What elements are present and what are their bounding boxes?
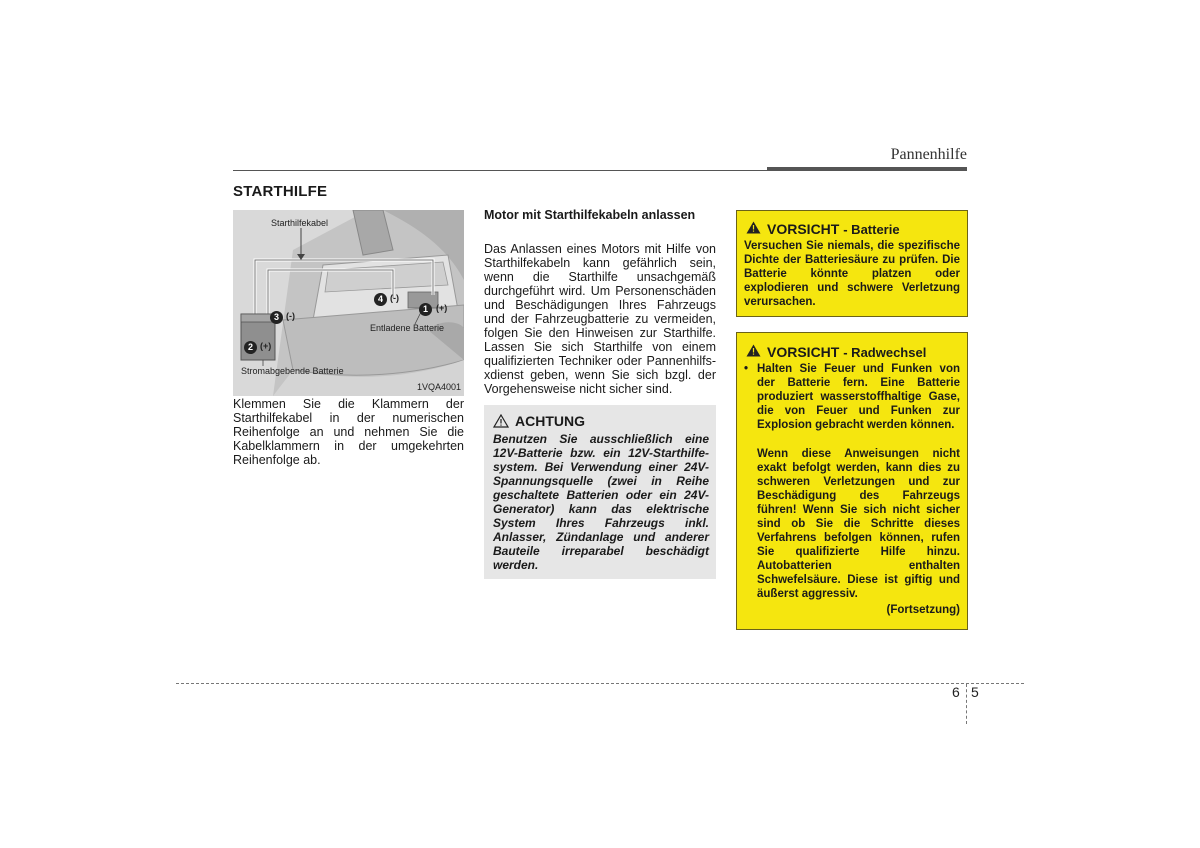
- bullet: •: [744, 363, 749, 375]
- warning-triangle-icon: [493, 414, 509, 428]
- jump-start-illustration: [233, 210, 464, 396]
- warning-triangle-icon: [746, 221, 761, 234]
- marker-3-sign: (-): [286, 311, 295, 321]
- marker-2-sign: (+): [260, 341, 272, 351]
- vorsicht-wheel-text-2: Wenn diese Anweisungen nicht exakt befolgt werden, kann dies zu schweren Verletzungen und zur Beschädigung des Fahrzeugs führen! Wenn Sie sich nicht sicher sind ob Sie die Schritte dieses Verfahrens befolgen können, rufen Sie qualifizierte Hilfe hinzu. Autobatterien enthalten Schwefelsäure. Diese ist giftig und äußerst aggressiv.: [757, 448, 960, 600]
- warning-triangle-icon: [746, 344, 761, 357]
- vorsicht-wheel-title-main: VORSICHT: [767, 344, 840, 360]
- marker-4-sign: (-): [390, 293, 399, 303]
- vorsicht-wheel-title: [767, 344, 926, 360]
- marker-2: 2: [244, 341, 257, 354]
- achtung-title: ACHTUNG: [515, 413, 585, 429]
- vorsicht-battery-title-sub: - Batterie: [843, 222, 900, 237]
- left-instructions: Klemmen Sie die Klammern der Starthilfekabel in der numerischen Reihenfolge an und nehmen Sie die Kabelklammern in der umgekehrten Reihenfolge ab.: [233, 397, 464, 467]
- continued-note: (Fortsetzung): [886, 604, 960, 616]
- marker-3: 3: [270, 311, 283, 324]
- section-title: STARTHILFE: [233, 183, 328, 200]
- label-donor-battery: Stromabgebende Batterie: [241, 366, 344, 376]
- marker-1-sign: (+): [436, 303, 448, 313]
- vorsicht-wheel-title-sub: - Radwechsel: [843, 345, 927, 360]
- vorsicht-battery-box: [736, 210, 968, 317]
- label-discharged-battery: Entladene Batterie: [370, 323, 445, 333]
- vorsicht-battery-title-main: VORSICHT: [767, 221, 840, 237]
- header-rule-accent: [767, 167, 967, 171]
- vorsicht-battery-text: Versuchen Sie niemals, die spezifische Dichte der Batteriesäure zu prüfen. Die Batterie könnte platzen oder explodieren und schwere Verletzung verursachen.: [744, 240, 960, 308]
- achtung-text: Benutzen Sie ausschließlich eine 12V-Batterie bzw. ein 12V-Starthilfe-system. Bei Verwendung einer 24V-Spannungsquelle (zwei in Reihe geschaltete Batterien oder ein 24V-Generator) kann das elektrische System Ihres Fahrzeugs inkl. Anlasser, Zündanlage und anderer Bauteile irreparabel beschädigt werden.: [493, 432, 709, 572]
- vorsicht-wheel-box: [736, 332, 968, 630]
- figure-code: 1VQA4001: [417, 382, 462, 392]
- marker-4: 4: [374, 293, 387, 306]
- footer-rule: [176, 683, 1024, 684]
- middle-heading: Motor mit Starthilfekabeln anlassen: [484, 208, 696, 222]
- vorsicht-battery-title: [767, 221, 900, 237]
- page-header-title: Pannenhilfe: [890, 146, 967, 163]
- label-jumper-cable: Starthilfekabel: [271, 218, 329, 228]
- chapter-number: 6: [952, 684, 960, 700]
- achtung-box: [484, 405, 716, 579]
- middle-paragraph: Das Anlassen eines Motors mit Hilfe von Starthilfekabeln kann gefährlich sein, wenn die Starthilfe unsachgemäß durchgeführt wird. Um Personenschäden und Beschädigungen Ihres Fahrzeugs und der Fahrzeugbatterie zu vermeiden, folgen Sie den Hinweisen zur Starthilfe. Lassen Sie sich Starthilfe von einem qualifizierten Techniker oder Pannenhilfs-xdienst geben, wenn Sie sich bzgl. der Vorgehensweise nicht sicher sind.: [484, 242, 716, 396]
- page-number: 5: [971, 684, 979, 700]
- footer-divider: [966, 684, 967, 724]
- vorsicht-wheel-text-1: Halten Sie Feuer und Funken von der Batterie fern. Eine Batterie produziert wasserstoffhaltige Gase, die von Feuer und Funken zur Explosion gebracht werden können.: [757, 363, 960, 431]
- marker-1: 1: [419, 303, 432, 316]
